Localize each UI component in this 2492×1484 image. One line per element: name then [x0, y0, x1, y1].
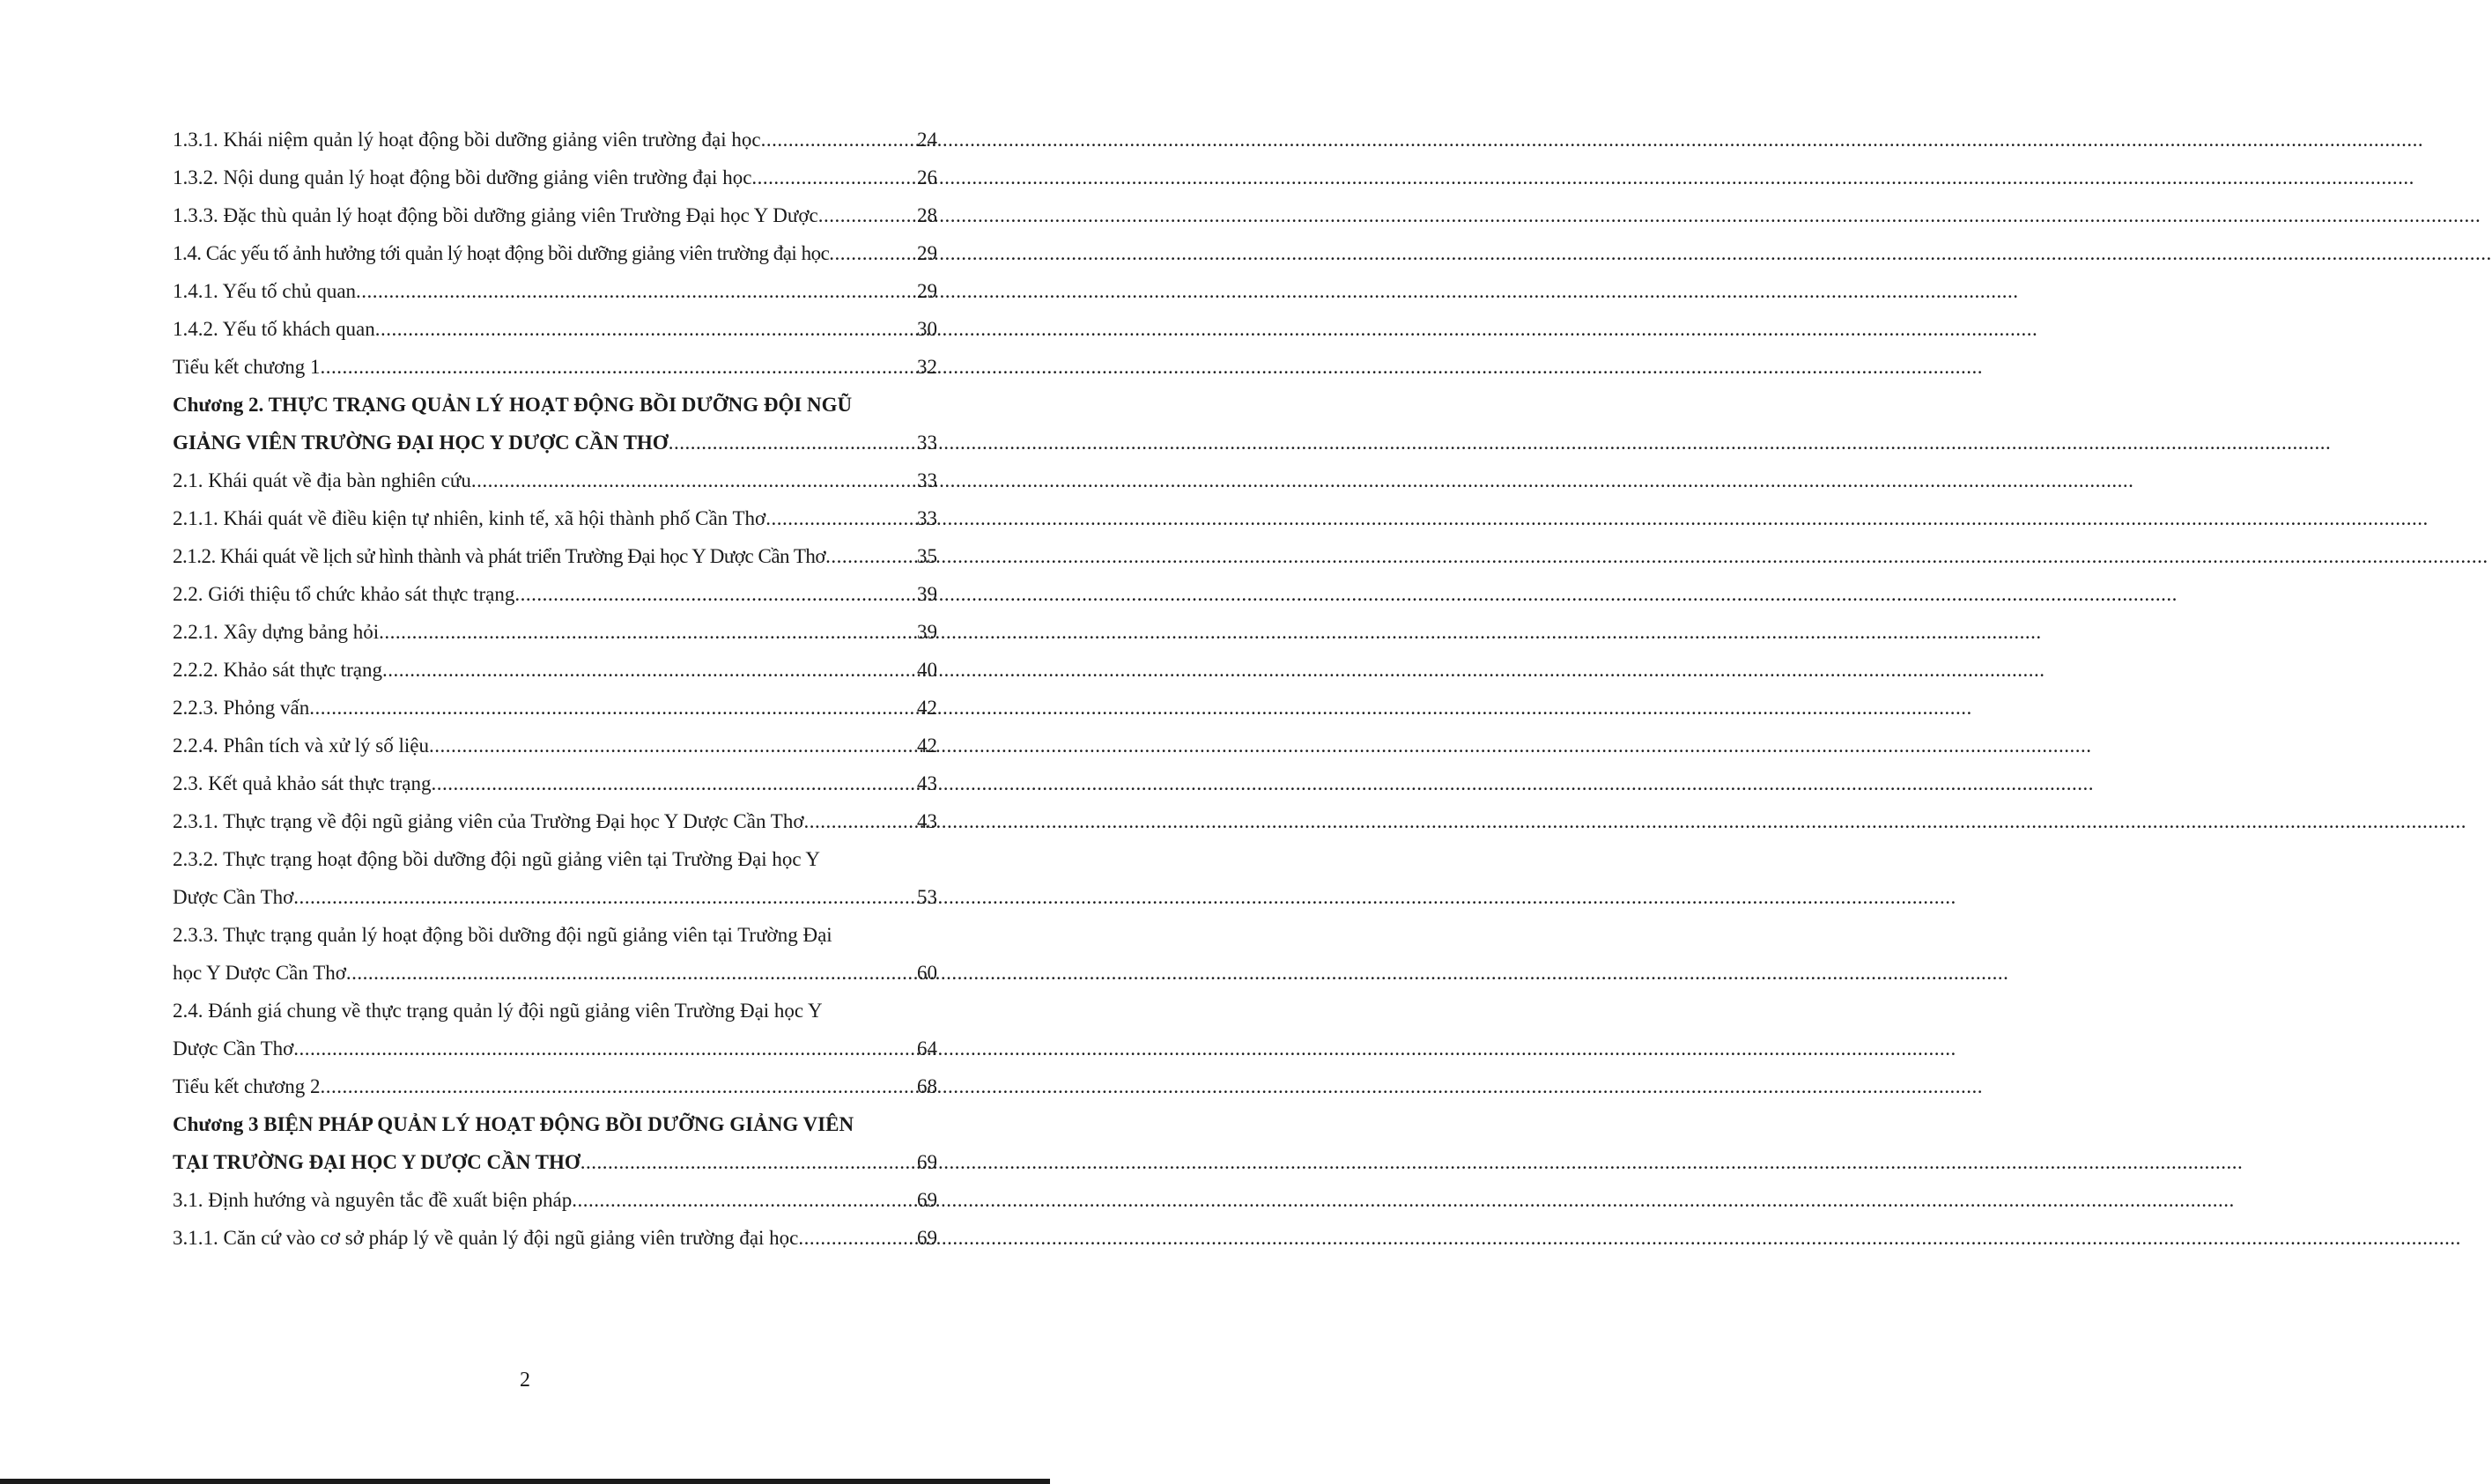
toc-entry-line	[173, 310, 937, 348]
toc-entry-line	[173, 348, 937, 386]
toc-entry[interactable]	[173, 1181, 937, 1219]
toc-entry-page-number: 60	[917, 962, 937, 984]
toc-entry-title: 1.3.1. Khái niệm quản lý hoạt động bồi dưỡng giảng viên trường đại học	[173, 129, 761, 151]
toc-entry-line	[173, 159, 937, 196]
dot-leader	[356, 272, 916, 310]
toc-entry[interactable]	[173, 727, 937, 764]
toc-entry-page-number: 29	[917, 280, 937, 302]
toc-entry-page-number: 29	[917, 242, 937, 264]
dot-leader	[580, 1143, 916, 1181]
toc-entry-line	[173, 272, 937, 310]
toc-entry-title: 2.3.1. Thực trạng về đội ngũ giảng viên của Trường Đại học Y Dược Cần Thơ	[173, 810, 804, 832]
toc-entry-line	[173, 196, 937, 234]
toc-entry-title: GIẢNG VIÊN TRƯỜNG ĐẠI HỌC Y DƯỢC CẦN THƠ	[173, 432, 669, 454]
toc-entry[interactable]	[173, 272, 937, 310]
toc-entry[interactable]	[173, 159, 937, 196]
dot-leader	[804, 802, 916, 840]
toc-entry[interactable]	[173, 992, 937, 1067]
toc-entry-page-number: 40	[917, 659, 937, 681]
toc-entry-line	[173, 499, 937, 537]
bottom-border	[0, 1479, 1050, 1484]
toc-entry-line	[173, 424, 937, 461]
toc-entry-page-number: 24	[917, 129, 937, 151]
toc-entry-page-number: 43	[917, 772, 937, 794]
toc-entry-line	[173, 1143, 937, 1181]
dot-leader	[761, 121, 916, 159]
toc-entry-title: 1.4.1. Yếu tố chủ quan	[173, 280, 357, 302]
toc-entry-title: 1.4. Các yếu tố ảnh hưởng tới quản lý hoạt động bồi dưỡng giảng viên trường đại học	[173, 242, 830, 264]
toc-entry-page-number: 30	[917, 318, 937, 340]
toc-entry[interactable]	[173, 689, 937, 727]
toc-entry-page-number: 39	[917, 621, 937, 643]
toc-entry-title: học Y Dược Cần Thơ	[173, 962, 346, 984]
toc-entry-title-line: Chương 3 BIỆN PHÁP QUẢN LÝ HOẠT ĐỘNG BỒI DƯỠNG GIẢNG VIÊN	[173, 1113, 854, 1135]
dot-leader	[379, 613, 916, 651]
dot-leader	[798, 1219, 916, 1257]
dot-leader	[818, 196, 916, 234]
toc-entry[interactable]	[173, 1067, 937, 1105]
toc-entry-title: 1.4.2. Yếu tố khách quan	[173, 318, 375, 340]
toc-entry[interactable]	[173, 537, 937, 575]
dot-leader	[321, 1067, 916, 1105]
dot-leader	[514, 575, 916, 613]
toc-entry-page-number: 32	[917, 356, 937, 378]
toc-entry[interactable]	[173, 802, 937, 840]
dot-leader	[429, 727, 916, 764]
toc-entry-title: 2.1. Khái quát về địa bàn nghiên cứu	[173, 469, 471, 491]
toc-entry-title-line: 2.3.3. Thực trạng quản lý hoạt động bồi dưỡng đội ngũ giảng viên tại Trường Đại	[173, 924, 832, 946]
toc-entry-page-number: 42	[917, 735, 937, 757]
toc-entry[interactable]	[173, 348, 937, 386]
toc-entry-line	[173, 1030, 937, 1067]
toc-entry[interactable]	[173, 196, 937, 234]
toc-entry-line	[173, 613, 937, 651]
toc-entry-title: 3.1. Định hướng và nguyên tắc đề xuất biện pháp	[173, 1189, 573, 1211]
toc-entry-page-number: 69	[917, 1189, 937, 1211]
toc-entry-page-number: 33	[917, 469, 937, 491]
toc-entry-line	[173, 121, 937, 159]
toc-entry[interactable]	[173, 461, 937, 499]
document-page	[0, 0, 1050, 1484]
toc-entry-title: Tiểu kết chương 2	[173, 1075, 321, 1097]
toc-entry-page-number: 39	[917, 583, 937, 605]
dot-leader	[321, 348, 916, 386]
dot-leader	[751, 159, 916, 196]
toc-entry[interactable]	[173, 764, 937, 802]
toc-entry[interactable]	[173, 234, 937, 272]
toc-entry-title: 2.2. Giới thiệu tổ chức khảo sát thực trạng	[173, 583, 515, 605]
dot-leader	[309, 689, 916, 727]
toc-entry-page-number: 69	[917, 1227, 937, 1249]
toc-entry-title: 1.3.2. Nội dung quản lý hoạt động bồi dưỡng giảng viên trường đại học	[173, 166, 752, 188]
dot-leader	[825, 537, 916, 575]
toc-entry-title-line: Chương 2. THỰC TRẠNG QUẢN LÝ HOẠT ĐỘNG BỒI DƯỠNG ĐỘI NGŨ	[173, 394, 853, 416]
dot-leader	[293, 878, 916, 916]
toc-entry-page-number: 64	[917, 1037, 937, 1059]
toc-entry[interactable]	[173, 1105, 937, 1181]
toc-entry-page-number: 26	[917, 166, 937, 188]
toc-entry-page-number: 43	[917, 810, 937, 832]
toc-entry-line	[173, 802, 937, 840]
toc-entry-title: 2.2.1. Xây dựng bảng hỏi	[173, 621, 380, 643]
page-number: 2	[520, 1369, 530, 1392]
toc-entry-title-line: 2.4. Đánh giá chung về thực trạng quản lý đội ngũ giảng viên Trường Đại học Y	[173, 1000, 823, 1022]
toc-entry-title: 2.3. Kết quả khảo sát thực trạng	[173, 772, 432, 794]
dot-leader	[669, 424, 916, 461]
toc-entry-line	[173, 878, 937, 916]
toc-entry-title: 2.2.2. Khảo sát thực trạng	[173, 659, 382, 681]
toc-entry-line	[173, 727, 937, 764]
toc-entry-title-line: 2.3.2. Thực trạng hoạt động bồi dưỡng đội ngũ giảng viên tại Trường Đại học Y	[173, 848, 821, 870]
toc-entry-page-number: 33	[917, 432, 937, 454]
toc-entry[interactable]	[173, 499, 937, 537]
toc-entry-title: 3.1.1. Căn cứ vào cơ sở pháp lý về quản lý đội ngũ giảng viên trường đại học	[173, 1227, 799, 1249]
toc-entry-title: Tiểu kết chương 1	[173, 356, 321, 378]
toc-entry-line	[173, 689, 937, 727]
dot-leader	[346, 954, 916, 992]
toc-entry-title: 2.2.3. Phỏng vấn	[173, 697, 310, 719]
toc-entry-title: 2.1.1. Khái quát về điều kiện tự nhiên, kinh tế, xã hội thành phố Cần Thơ	[173, 507, 766, 529]
toc-entry-line	[173, 651, 937, 689]
toc-entry-line	[173, 234, 937, 272]
toc-entry-page-number: 35	[917, 545, 937, 567]
toc-entry[interactable]	[173, 1219, 937, 1257]
toc-entry-page-number: 28	[917, 204, 937, 226]
toc-entry-line	[173, 1067, 937, 1105]
toc-entry[interactable]	[173, 651, 937, 689]
toc-entry[interactable]	[173, 613, 937, 651]
toc-entry-title: Dược Cần Thơ	[173, 886, 294, 908]
toc-entry-title: 2.2.4. Phân tích và xử lý số liệu	[173, 735, 429, 757]
dot-leader	[572, 1181, 916, 1219]
table-of-contents	[173, 121, 937, 1257]
toc-entry-title: Dược Cần Thơ	[173, 1037, 294, 1059]
toc-entry-page-number: 33	[917, 507, 937, 529]
toc-entry[interactable]	[173, 840, 937, 916]
dot-leader	[471, 461, 916, 499]
toc-entry-line	[173, 1181, 937, 1219]
dot-leader	[293, 1030, 916, 1067]
toc-entry[interactable]	[173, 121, 937, 159]
dot-leader	[765, 499, 916, 537]
dot-leader	[382, 651, 916, 689]
toc-entry-line	[173, 537, 937, 575]
toc-entry-line	[173, 764, 937, 802]
toc-entry-title: 2.1.2. Khái quát về lịch sử hình thành và phát triển Trường Đại học Y Dược Cần Thơ	[173, 545, 826, 567]
toc-entry[interactable]	[173, 386, 937, 461]
toc-entry-page-number: 68	[917, 1075, 937, 1097]
toc-entry[interactable]	[173, 310, 937, 348]
toc-entry-line	[173, 575, 937, 613]
toc-entry-line	[173, 954, 937, 992]
toc-entry[interactable]	[173, 916, 937, 992]
toc-entry-page-number: 42	[917, 697, 937, 719]
toc-entry-line	[173, 1219, 937, 1257]
toc-entry-line	[173, 461, 937, 499]
toc-entry-title: 1.3.3. Đặc thù quản lý hoạt động bồi dưỡng giảng viên Trường Đại học Y Dược	[173, 204, 818, 226]
toc-entry-title: TẠI TRƯỜNG ĐẠI HỌC Y DƯỢC CẦN THƠ	[173, 1151, 580, 1173]
dot-leader	[432, 764, 917, 802]
dot-leader	[375, 310, 916, 348]
dot-leader	[829, 234, 916, 272]
toc-entry[interactable]	[173, 575, 937, 613]
toc-entry-page-number: 53	[917, 886, 937, 908]
toc-entry-page-number: 69	[917, 1151, 937, 1173]
